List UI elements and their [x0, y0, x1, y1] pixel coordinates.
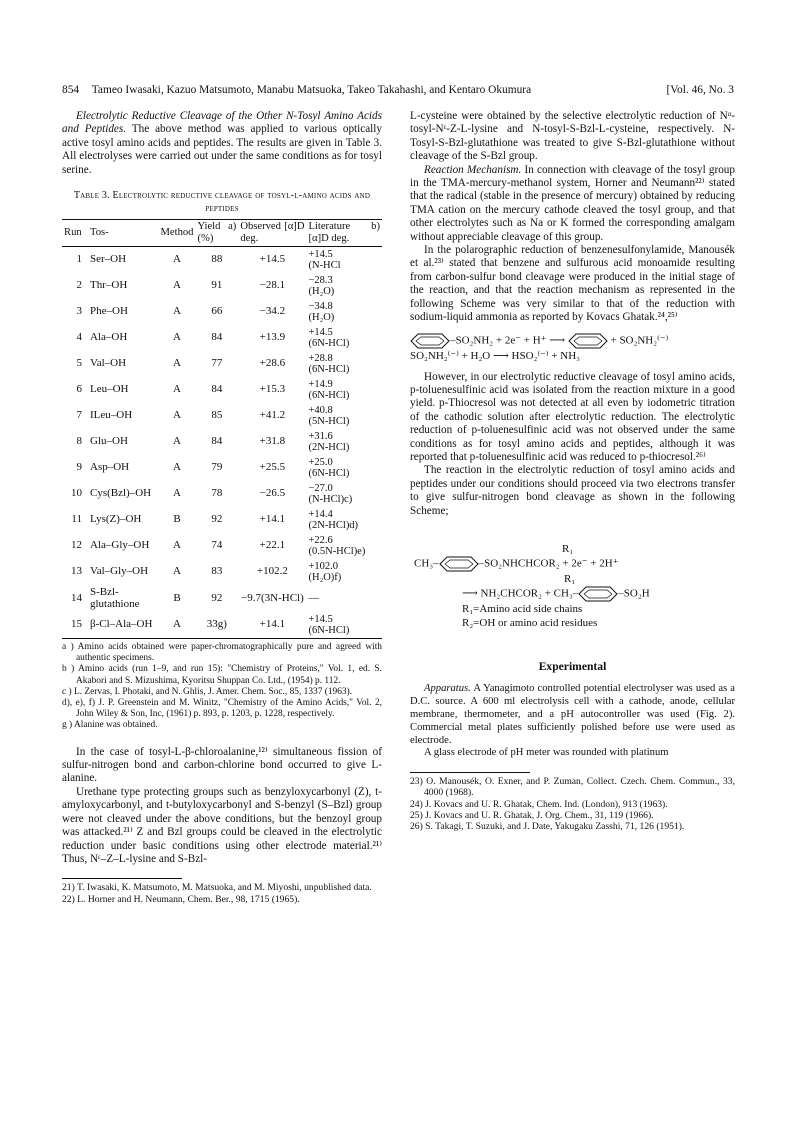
- tos-cell: Leu–OH: [90, 383, 129, 396]
- literature-cell: [306, 455, 382, 481]
- right-column: [410, 110, 735, 832]
- benzene-ring-icon: [568, 333, 608, 349]
- table-row: [62, 507, 382, 533]
- observed-cell: +25.5: [259, 461, 286, 474]
- running-header: [62, 84, 734, 96]
- paragraph: L-cysteine were obtained by the selective electrolytic reduction of Nᵅ-tosyl-Nᵋ-Z-L-lysine and N-tosyl-S-Bzl-L-cysteine, respectively. N-Tosyl-S-Bzl-glutathione was treated to give S-Bzl-glutathione without cleavage of the S-Bzl group.: [410, 110, 735, 163]
- tos-cell: Cys(Bzl)–OH: [90, 487, 152, 500]
- col-literature: Literature b) [α]D deg.: [306, 220, 382, 247]
- observed-cell: +14.1: [238, 612, 306, 639]
- method-cell: A: [173, 253, 181, 266]
- yield-cell: 91: [211, 279, 223, 292]
- mechanism-heading: Reaction Mechanism.: [424, 163, 522, 176]
- literature-value: +40.8: [308, 405, 333, 417]
- yield-cell: 84: [211, 383, 223, 396]
- yield-cell: 88: [211, 253, 223, 266]
- section-intro: [62, 110, 382, 177]
- literature-value: +14.4: [308, 509, 333, 521]
- literature-solvent: (6N-HCl): [308, 364, 350, 376]
- table-row: [62, 299, 382, 325]
- method-cell: A: [173, 409, 181, 422]
- footnote-21: 21) T. Iwasaki, K. Matsumoto, M. Matsuoka, and M. Miyoshi, unpublished data.: [62, 882, 372, 894]
- run-cell: 15: [62, 612, 88, 639]
- literature-cell: [306, 559, 382, 585]
- tos-cell: Ala–Gly–OH: [90, 539, 150, 552]
- table-row: [62, 325, 382, 351]
- scheme-2-line-1: CH₃– –SO₂NHCHCOR₂ + 2e⁻ + 2H⁺: [410, 556, 735, 572]
- literature-solvent: (H₂O): [308, 312, 335, 324]
- tos-cell: Asp–OH: [90, 461, 130, 474]
- literature-solvent: (H₂O)f): [308, 572, 342, 584]
- literature-value: +22.6: [308, 535, 333, 547]
- apparatus-heading: Apparatus.: [424, 683, 471, 695]
- run-cell: 6: [76, 383, 82, 396]
- scheme-1: [410, 333, 735, 363]
- paragraph: Urethane type protecting groups such as benzyloxycarbonyl (Z), t-amyloxycarbonyl, and t-butyloxycarbonyl and S-benzyl (S–Bzl) group were not cleaved under the above conditions, but the benzoyl group was attacked.²¹⁾ Z and Bzl groups could be cleaved in the electrolytic reduction under basic conditions using other electrode material.²¹⁾ Thus, Nᵋ–Z–L-lysine and S-Bzl-: [62, 785, 382, 865]
- literature-solvent: (H₂O): [308, 286, 335, 298]
- footnote-22: 22) L. Horner and H. Neumann, Chem. Ber., 98, 1715 (1965).: [62, 893, 300, 905]
- paragraph: A glass electrode of pH meter was rounded with platinum: [424, 747, 669, 759]
- run-cell: 5: [76, 357, 82, 370]
- observed-cell: +28.6: [259, 357, 286, 370]
- table-row: [62, 455, 382, 481]
- method-cell: B: [173, 513, 181, 526]
- r1-label: R₁: [564, 572, 576, 585]
- run-cell: 9: [76, 461, 82, 474]
- literature-value: −28.3: [308, 275, 333, 287]
- yield-cell: 84: [211, 435, 223, 448]
- yield-cell: 92: [211, 513, 223, 526]
- col-observed: Observed [α]D deg.: [238, 220, 306, 247]
- method-cell: A: [173, 487, 181, 500]
- note-g: g ) Alanine was obtained.: [62, 720, 158, 731]
- literature-solvent: (N-HCl: [308, 260, 341, 272]
- scheme-2-def-2: R₂=OH or amino acid residues: [462, 616, 598, 629]
- observed-cell: −28.1: [259, 279, 286, 292]
- footnote-25: 25) J. Kovacs and U. R. Ghatak, J. Org. Chem., 31, 119 (1966).: [410, 809, 654, 821]
- tos-cell: Val–OH: [90, 357, 127, 370]
- run-cell: 13: [71, 565, 82, 578]
- note-b: b ) Amino acids (run 1–9, and run 15): "Chemistry of Proteins," Vol. 1, ed. S. Akabori and S. Mizushima, Kyoritsu Shuppan Co. Ltd., (1954) p. 112.: [62, 664, 382, 686]
- footnote-rule: [62, 878, 182, 879]
- literature-cell: [306, 481, 382, 507]
- literature-cell: [306, 299, 382, 325]
- note-def: d), e), f) J. P. Greenstein and M. Winitz, "Chemistry of the Amino Acids," Vol. 2, John Wiley & Son, Inc, (1961) p. 893, p. 1203, p. 1228, respectively.: [62, 698, 382, 720]
- literature-cell: [306, 377, 382, 403]
- footnote-rule: [410, 772, 530, 773]
- note-c: c ) L. Zervas, I. Photaki, and N. Ghlis, J. Amer. Chem. Soc., 85, 1337 (1963).: [62, 686, 353, 697]
- paragraph: However, in our electrolytic reductive cleavage of tosyl amino acids, p-toluenesulfinic acid was isolated from the reaction mixture in a good yield. p-Thiocresol was not detected at all even by iodometric titration of the cathodic solution after electrolytic reduction. The electrolytic reduction of p-toluenesulfinic acid was not observed under the same conditions as for tosyl amino acids and peptides, although it was reported that p-toluenesulfinic acid was reduced to p-thiocresol.²⁶⁾: [410, 370, 735, 463]
- tos-cell: β-Cl–Ala–OH: [88, 612, 159, 639]
- col-tos: Tos-: [88, 220, 159, 247]
- page-number: 854: [62, 84, 80, 96]
- literature-value: +31.6: [308, 431, 333, 443]
- benzene-ring-icon: [410, 333, 450, 349]
- yield-cell: 84: [211, 331, 223, 344]
- literature-solvent: (2N-HCl)d): [308, 520, 359, 532]
- literature-value: +14.9: [308, 379, 333, 391]
- scheme-2: [410, 542, 735, 630]
- tos-cell: Val–Gly–OH: [90, 565, 149, 578]
- results-table: [62, 219, 382, 639]
- observed-cell: −9.7(3N-HCl): [241, 591, 304, 604]
- col-method: Method: [159, 220, 196, 247]
- yield-cell: 77: [211, 357, 223, 370]
- table-header-row: [62, 220, 382, 247]
- tos-cell: Ser–OH: [90, 253, 127, 266]
- yield-cell: 78: [211, 487, 223, 500]
- literature-cell: [306, 351, 382, 377]
- method-cell: B: [173, 591, 181, 604]
- method-cell: A: [173, 279, 181, 292]
- literature-cell: [306, 612, 382, 639]
- footnotes-right: [410, 776, 735, 832]
- literature-value: —: [308, 593, 319, 605]
- literature-cell: [306, 429, 382, 455]
- tos-cell: Thr–OH: [90, 279, 128, 292]
- benzene-ring-icon: [439, 556, 479, 572]
- table-notes: [62, 642, 382, 732]
- method-cell: A: [173, 539, 181, 552]
- tos-cell: ILeu–OH: [90, 409, 133, 422]
- literature-value: +28.8: [308, 353, 333, 365]
- literature-solvent: (6N-HCl): [308, 338, 350, 350]
- method-cell: A: [173, 383, 181, 396]
- literature-solvent: (2N-HCl): [308, 442, 350, 454]
- literature-solvent: (6N-HCl): [308, 390, 350, 402]
- experimental-heading: Experimental: [538, 659, 607, 673]
- table-row: [62, 403, 382, 429]
- table-row: [62, 377, 382, 403]
- observed-cell: +15.3: [259, 383, 286, 396]
- mechanism-paragraph: Reaction Mechanism. In connection with cleavage of the tosyl group in the TMA-mercury-methanol system, Horner and Neumann²²⁾ stated that the radical (stable in the presence of mercury) obtained by reducing TMA cation on the mercury cathode cleaved the tosyl group, and that other electrolytes such as Na or K formed the corresponding amalgam without appreciable cleavage of this group.: [410, 163, 735, 243]
- left-column: [62, 110, 382, 905]
- literature-value: −27.0: [308, 483, 333, 495]
- col-yield: Yield a) (%): [195, 220, 238, 247]
- scheme-1-line-1: –SO₂NH₂ + 2e⁻ + H⁺ ⟶ + SO₂NH₂⁽⁻⁾: [410, 333, 735, 349]
- literature-cell: [306, 325, 382, 351]
- yield-cell: 83: [211, 565, 223, 578]
- observed-cell: +31.8: [259, 435, 286, 448]
- tos-cell: S-Bzl- glutathione: [90, 586, 140, 610]
- literature-value: +25.0: [308, 457, 333, 469]
- literature-value: +14.5: [308, 614, 333, 626]
- run-cell: 14: [71, 591, 82, 604]
- observed-cell: −26.5: [259, 487, 286, 500]
- observed-cell: +14.5: [259, 253, 286, 266]
- footnote-26: 26) S. Takagi, T. Suzuki, and J. Date, Yakugaku Zasshi, 71, 126 (1951).: [410, 820, 685, 832]
- literature-solvent: (6N-HCl): [308, 468, 350, 480]
- literature-solvent: (0.5N-HCl)e): [308, 546, 366, 558]
- scheme-2-def-1: R₁=Amino acid side chains: [462, 602, 583, 615]
- method-cell: A: [173, 305, 181, 318]
- footnote-23: 23) O. Manousék, O. Exner, and P. Zuman, Collect. Czech. Chem. Commun., 33, 4000 (1968).: [410, 776, 735, 799]
- method-cell: A: [173, 435, 181, 448]
- literature-cell: [306, 585, 382, 612]
- table-row: [62, 481, 382, 507]
- table-row: [62, 559, 382, 585]
- paragraph: In the case of tosyl-L-β-chloroalanine,¹²⁾ simultaneous fission of sulfur-nitrogen bond and carbon-chlorine bond occurred to give L-alanine.: [62, 745, 382, 785]
- observed-cell: +13.9: [259, 331, 286, 344]
- table-row: [62, 429, 382, 455]
- table-row: [62, 351, 382, 377]
- benzene-ring-icon: [578, 586, 618, 602]
- scheme-2-line-2: ⟶ NH₂CHCOR₂ + CH₃– –SO₂H: [410, 586, 735, 602]
- yield-cell: 66: [211, 305, 223, 318]
- literature-value: −34.8: [308, 301, 333, 313]
- yield-cell: 85: [211, 409, 223, 422]
- yield-cell: 79: [211, 461, 223, 474]
- paragraph: In the polarographic reduction of benzenesulfonylamide, Manousék et al.²³⁾ stated that benzene and sulfurous acid monoamide resulting from carbon-sulfur bond cleavage were produced in the initial stage of the reaction, and that the reaction mechanism as represented in the following Scheme was very similar to that of the reduction with sodium-liquid ammonia as reported by Kovacs Ghatak.²⁴,²⁵⁾: [410, 244, 735, 324]
- table-row: [62, 612, 382, 639]
- yield-cell: 92: [211, 591, 223, 604]
- literature-cell: [306, 247, 382, 274]
- section-heading: Electrolytic Reductive Cleavage of the Other N-Tosyl Amino Acids and Peptides.: [62, 110, 382, 136]
- run-cell: 4: [76, 331, 82, 344]
- run-cell: 3: [76, 305, 82, 318]
- run-cell: 12: [71, 539, 82, 552]
- footnotes-left: [62, 882, 382, 904]
- scheme-1-line-2: SO₂NH₂⁽⁻⁾ + H₂O ⟶ HSO₂⁽⁻⁾ + NH₃: [410, 349, 581, 362]
- literature-value: +14.5: [308, 249, 333, 261]
- observed-cell: +102.2: [256, 565, 288, 578]
- run-cell: 8: [76, 435, 82, 448]
- table-row: [62, 247, 382, 274]
- authors: Tameo Iwasaki, Kazuo Matsumoto, Manabu Matsuoka, Takeo Takahashi, and Kentaro Okumura: [91, 84, 532, 96]
- table-row: [62, 533, 382, 559]
- method-cell: A: [173, 357, 181, 370]
- run-cell: 2: [76, 279, 82, 292]
- tos-cell: Ala–OH: [90, 331, 128, 344]
- observed-cell: +14.1: [259, 513, 286, 526]
- table-row: [62, 585, 382, 612]
- paragraph: The reaction in the electrolytic reduction of tosyl amino acids and peptides under our conditions should proceed via two electrons transfer to give sulfur-nitrogen bond cleavage as shown in the following Scheme;: [410, 464, 735, 517]
- r1-label: R₁: [562, 542, 574, 555]
- apparatus-paragraph: Apparatus. A Yanagimoto controlled potential electrolyser was used as a D.C. source. A 600 ml electrolysis cell with a cathode, anode, cellular membrane, thermometer, and a pH autocontroller was used (Fig. 2). Commercial metal plates sufficiently polished before use were used as electrode.: [410, 683, 735, 746]
- yield-cell: 33g): [195, 612, 238, 639]
- observed-cell: +22.1: [259, 539, 286, 552]
- method-cell: A: [159, 612, 196, 639]
- literature-cell: [306, 273, 382, 299]
- run-cell: 11: [71, 513, 82, 526]
- yield-cell: 74: [211, 539, 223, 552]
- col-run: Run: [62, 220, 88, 247]
- observed-cell: −34.2: [259, 305, 286, 318]
- literature-cell: [306, 507, 382, 533]
- literature-solvent: (6N-HCl): [308, 625, 350, 637]
- method-cell: A: [173, 565, 181, 578]
- tos-cell: Glu–OH: [90, 435, 128, 448]
- observed-cell: +41.2: [259, 409, 286, 422]
- method-cell: A: [173, 461, 181, 474]
- literature-cell: [306, 403, 382, 429]
- table-title: Table 3. Electrolytic reductive cleavage of tosyl-l-amino acids and peptides: [73, 190, 371, 215]
- run-cell: 1: [76, 253, 82, 266]
- run-cell: 10: [71, 487, 82, 500]
- tos-cell: Lys(Z)–OH: [90, 513, 142, 526]
- literature-cell: [306, 533, 382, 559]
- intro-paragraph: The above method was applied to various optically active tosyl amino acids and peptides. The results are given in Table 3. All electrolyses were carried out under the same conditions as for tosyl serine.: [62, 123, 382, 176]
- literature-solvent: (N-HCl)c): [308, 494, 353, 506]
- method-cell: A: [173, 331, 181, 344]
- volume-info: [Vol. 46, No. 3: [666, 84, 734, 96]
- tos-cell: Phe–OH: [90, 305, 128, 318]
- footnote-24: 24) J. Kovacs and U. R. Ghatak, Chem. Ind. (London), 913 (1963).: [410, 798, 668, 810]
- literature-value: +14.5: [308, 327, 333, 339]
- literature-value: +102.0: [308, 561, 339, 573]
- table-row: [62, 273, 382, 299]
- literature-solvent: (5N-HCl): [308, 416, 350, 428]
- run-cell: 7: [76, 409, 82, 422]
- note-a: a ) Amino acids obtained were paper-chromatographically pure and agreed with authentic specimens.: [62, 642, 382, 664]
